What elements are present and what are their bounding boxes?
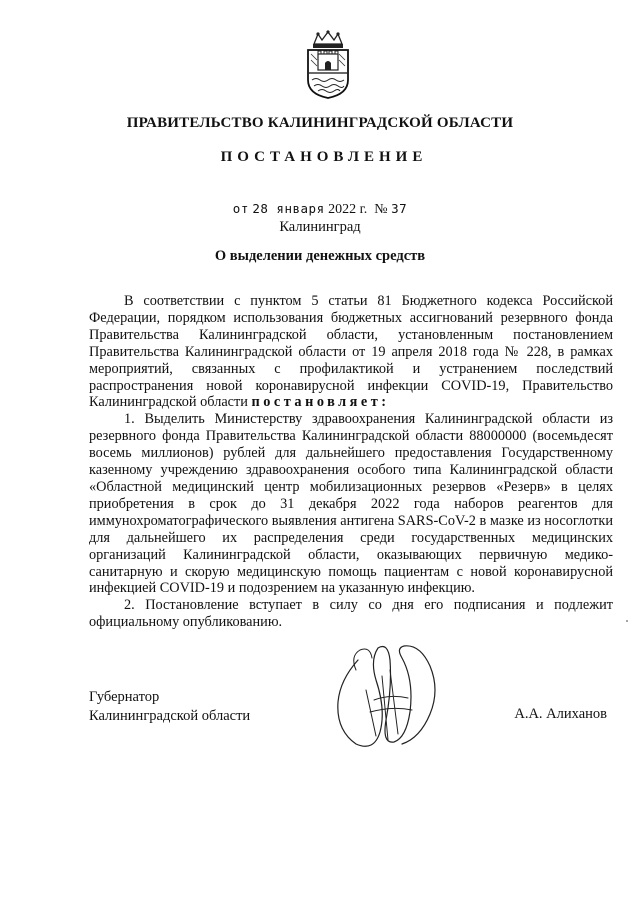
- document-number: 37: [391, 201, 408, 216]
- date-number-line: [0, 201, 640, 218]
- handwritten-signature-icon: [330, 640, 450, 752]
- number-sign: №: [374, 202, 388, 217]
- preamble-text: В соответствии с пунктом 5 статьи 81 Бюджетного кодекса Российской Федерации, порядком использования бюджетных ассигнований резервного фонда Правительства Калининградской области, установленным постановлением Правительства Калининградской области от 19 апреля 2018 года № 228, в рамках мероприятий, связанных с профилактикой и устранением последствий распространения новой коронавирусной инфекции COVID-19, Правительство Калининградской области: [89, 293, 613, 411]
- item-2-paragraph: 2. Постановление вступает в силу со дня его подписания и подлежит официальному опубликованию.: [89, 597, 613, 631]
- document-type-title: ПОСТАНОВЛЕНИЕ: [220, 149, 428, 165]
- decree-word: постановляет:: [251, 394, 390, 411]
- date-year: 2022 г.: [328, 202, 368, 217]
- preamble-paragraph: [89, 293, 613, 411]
- document-body: [89, 293, 613, 631]
- coat-of-arms-icon: [300, 30, 356, 100]
- organization-title: ПРАВИТЕЛЬСТВО КАЛИНИНГРАДСКОЙ ОБЛАСТИ: [126, 115, 514, 131]
- date-day-month: 28 января: [252, 201, 325, 216]
- position-line-2: Калининградской области: [89, 708, 251, 724]
- signatory-name: А.А. Алиханов: [514, 706, 607, 722]
- document-subject: О выделении денежных средств: [214, 248, 426, 264]
- scan-speck: [626, 620, 628, 622]
- signatory-position: [89, 688, 250, 726]
- item-1-paragraph: 1. Выделить Министерству здравоохранения Калининградской области из резервного фонда Правительства Калининградской области 88000000 (восемьдесят восемь миллионов) рублей для дальнейшего предоставления Государственному казенному учреждению здравоохранения особого типа Калининградской области «Областной медицинский центр мобилизационных резервов «Резерв» в целях приобретения в срок до 31 декабря 2022 года наборов реагентов для иммунохроматографического выявления антигена SARS-CoV-2 в мазке из носоглотки для дальнейшего их распределения среди государственных медицинских организаций Калининградской области, оказывающих первичную медико-санитарную и скорую медицинскую помощь пациентам с новой коронавирусной инфекцией COVID-19 и подозрением на указанную инфекцию.: [89, 411, 613, 597]
- position-line-1: Губернатор: [89, 689, 160, 705]
- city: Калининград: [279, 219, 361, 235]
- date-prefix: от: [232, 201, 249, 216]
